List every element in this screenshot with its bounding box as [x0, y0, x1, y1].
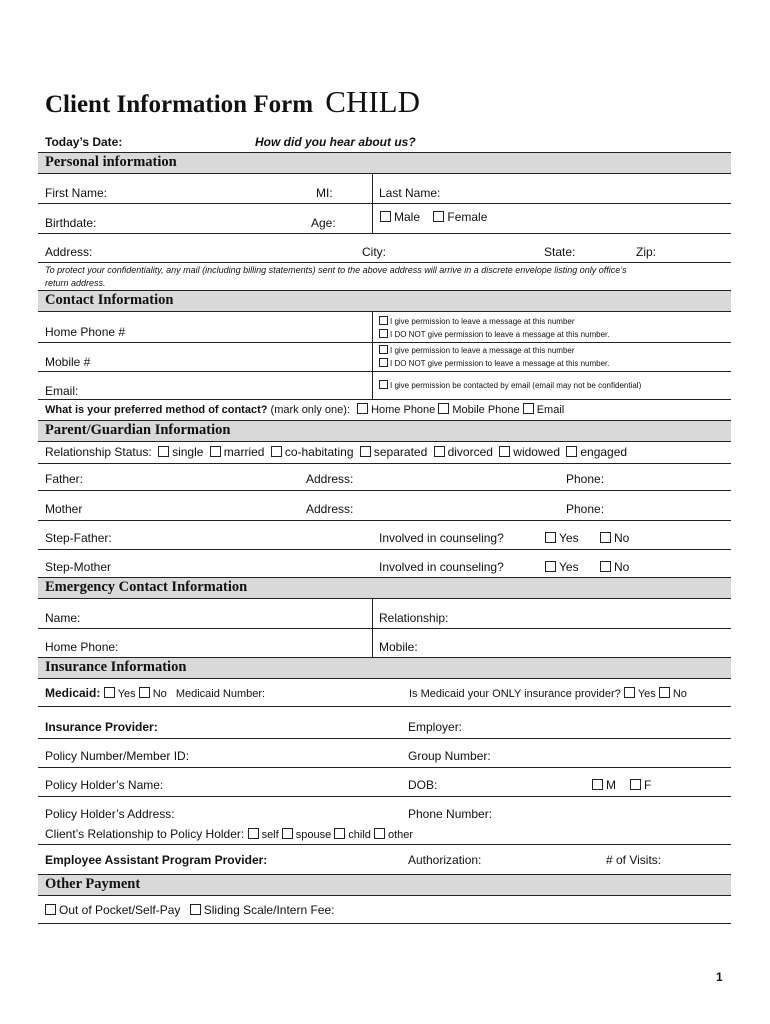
emergency-name-label: Name:	[45, 611, 81, 625]
page-number: 1	[716, 970, 723, 984]
status-married-checkbox[interactable]	[210, 446, 221, 457]
home-perm-not[interactable]: I DO NOT give permission to leave a message at this number.	[379, 329, 610, 339]
male-checkbox[interactable]	[380, 211, 391, 222]
status-engaged-label: engaged	[580, 445, 628, 459]
status-married-label: married	[223, 445, 265, 459]
divider	[38, 844, 731, 845]
employer-label: Employer:	[408, 720, 463, 734]
relationship-status-label: Relationship Status:	[45, 445, 152, 459]
father-label: Father:	[45, 472, 84, 486]
divider	[38, 520, 731, 521]
mi-label: MI:	[316, 186, 333, 200]
email-perm[interactable]: I give permission be contacted by email (email may not be confidential)	[379, 380, 641, 390]
section-contact: Contact Information	[38, 290, 731, 312]
title-child: CHILD	[325, 84, 420, 119]
home-phone-label: Home Phone #	[45, 325, 126, 339]
age-label: Age:	[311, 216, 336, 230]
form-title	[45, 84, 420, 120]
medicaid-only-row	[409, 687, 687, 700]
out-of-pocket-checkbox[interactable]	[45, 904, 56, 915]
divider	[38, 233, 731, 234]
out-of-pocket-label: Out of Pocket/Self-Pay	[59, 903, 181, 917]
only-no-label: No	[672, 688, 687, 700]
gender-options[interactable]	[380, 210, 487, 224]
female-checkbox[interactable]	[433, 211, 444, 222]
divider	[38, 549, 731, 550]
pref-email-label: Email	[536, 404, 565, 416]
divider	[38, 628, 731, 629]
todays-date-label: Today’s Date:	[45, 135, 123, 149]
home-perm-give[interactable]: I give permission to leave a message at this number	[379, 316, 575, 326]
divider	[372, 174, 373, 234]
male-label: Male	[394, 210, 421, 224]
medicaid-yes-label: Yes	[117, 688, 136, 700]
confidentiality-note-2: return address.	[45, 278, 106, 288]
group-number-label: Group Number:	[408, 749, 491, 763]
pref-home-checkbox[interactable]	[357, 403, 368, 414]
sliding-scale-label: Sliding Scale/Intern Fee:	[203, 903, 335, 917]
status-divorced-checkbox[interactable]	[434, 446, 445, 457]
rel-self-checkbox[interactable]	[248, 828, 259, 839]
phone-number-label: Phone Number:	[408, 807, 493, 821]
step-mother-no[interactable]: No	[600, 560, 629, 574]
section-parent: Parent/Guardian Information	[38, 420, 731, 442]
status-cohab-label: co-habitating	[284, 445, 354, 459]
divider	[38, 923, 731, 924]
step-mother-yes[interactable]: Yes	[545, 560, 579, 574]
step-father-no[interactable]: No	[600, 531, 629, 545]
father-phone-label: Phone:	[566, 472, 605, 486]
pref-mobile-checkbox[interactable]	[438, 403, 449, 414]
rel-other-label: other	[387, 829, 414, 841]
divider	[38, 706, 731, 707]
email-label: Email:	[45, 384, 79, 398]
step-father-counseling: Involved in counseling?	[379, 531, 504, 545]
divider	[38, 490, 731, 491]
status-cohab-checkbox[interactable]	[271, 446, 282, 457]
divider	[372, 312, 373, 400]
divider	[38, 262, 731, 263]
status-separated-label: separated	[373, 445, 428, 459]
medicaid-label: Medicaid:	[45, 686, 101, 700]
emergency-mobile-label: Mobile:	[379, 640, 418, 654]
divider	[38, 203, 731, 204]
pref-email-checkbox[interactable]	[523, 403, 534, 414]
hear-about-label: How did you hear about us?	[255, 135, 416, 149]
section-personal: Personal information	[38, 152, 731, 174]
divider	[38, 796, 731, 797]
step-mother-label: Step-Mother	[45, 560, 112, 574]
mother-phone-label: Phone:	[566, 502, 605, 516]
medicaid-number-label: Medicaid Number:	[175, 688, 266, 700]
step-mother-counseling: Involved in counseling?	[379, 560, 504, 574]
step-father-label: Step-Father:	[45, 531, 112, 545]
policy-number-label: Policy Number/Member ID:	[45, 749, 190, 763]
relationship-status	[45, 445, 627, 459]
medicaid-row	[45, 686, 265, 700]
only-yes-label: Yes	[637, 688, 656, 700]
pref-mobile-label: Mobile Phone	[452, 404, 520, 416]
rel-child-label: child	[348, 829, 371, 841]
status-widowed-label: widowed	[513, 445, 560, 459]
divider	[38, 738, 731, 739]
zip-label: Zip:	[636, 245, 657, 259]
divider	[38, 463, 731, 464]
status-single-label: single	[172, 445, 204, 459]
eap-label: Employee Assistant Program Provider:	[45, 853, 268, 867]
visits-label: # of Visits:	[606, 853, 662, 867]
section-insurance: Insurance Information	[38, 657, 731, 679]
mobile-perm-give[interactable]: I give permission to leave a message at this number	[379, 345, 575, 355]
holder-address-label: Policy Holder’s Address:	[45, 807, 175, 821]
first-name-label: First Name:	[45, 186, 108, 200]
city-label: City:	[362, 245, 386, 259]
rel-other-checkbox[interactable]	[374, 828, 385, 839]
mother-label: Mother	[45, 502, 83, 516]
status-separated-checkbox[interactable]	[360, 446, 371, 457]
divider	[38, 371, 731, 372]
insurance-provider-label: Insurance Provider:	[45, 720, 158, 734]
address-label: Address:	[45, 245, 93, 259]
preferred-note: (mark only one):	[270, 404, 351, 416]
preferred-question: What is your preferred method of contact?	[45, 404, 268, 416]
divider	[38, 342, 731, 343]
medicaid-no-checkbox[interactable]	[139, 687, 150, 698]
pref-home-label: Home Phone	[371, 404, 436, 416]
rel-spouse-checkbox[interactable]	[282, 828, 293, 839]
father-address-label: Address:	[306, 472, 354, 486]
medicaid-only-label: Is Medicaid your ONLY insurance provider?	[409, 688, 621, 700]
only-yes-checkbox[interactable]	[624, 687, 635, 698]
state-label: State:	[544, 245, 576, 259]
mobile-perm-not[interactable]: I DO NOT give permission to leave a message at this number.	[379, 358, 610, 368]
authorization-label: Authorization:	[408, 853, 482, 867]
dob-m-option[interactable]: M	[592, 778, 616, 792]
rel-self-label: self	[261, 829, 279, 841]
birthdate-label: Birthdate:	[45, 216, 97, 230]
holder-name-label: Policy Holder’s Name:	[45, 778, 164, 792]
title-main: Client Information Form	[45, 91, 314, 118]
section-other: Other Payment	[38, 874, 731, 896]
client-relationship-row	[45, 827, 413, 841]
emergency-home-phone-label: Home Phone:	[45, 640, 119, 654]
divider	[38, 767, 731, 768]
medicaid-no-label: No	[152, 688, 167, 700]
confidentiality-note: To protect your confidentiality, any mail (including billing statements) sent to the above address will arrive in a discrete envelope listing only office’s	[45, 265, 627, 275]
dob-f-option[interactable]: F	[630, 778, 651, 792]
rel-child-checkbox[interactable]	[334, 828, 345, 839]
step-father-yes[interactable]: Yes	[545, 531, 579, 545]
client-relationship-label: Client’s Relationship to Policy Holder:	[45, 827, 245, 841]
last-name-label: Last Name:	[379, 186, 441, 200]
dob-label: DOB:	[408, 778, 438, 792]
divider	[38, 399, 731, 400]
status-single-checkbox[interactable]	[158, 446, 169, 457]
preferred-contact	[45, 403, 564, 416]
mobile-label: Mobile #	[45, 355, 91, 369]
status-engaged-checkbox[interactable]	[566, 446, 577, 457]
status-widowed-checkbox[interactable]	[499, 446, 510, 457]
sliding-scale-checkbox[interactable]	[190, 904, 201, 915]
mother-address-label: Address:	[306, 502, 354, 516]
rel-spouse-label: spouse	[295, 829, 332, 841]
payment-options	[45, 903, 334, 917]
emergency-relationship-label: Relationship:	[379, 611, 449, 625]
only-no-checkbox[interactable]	[659, 687, 670, 698]
section-emergency: Emergency Contact Information	[38, 577, 731, 599]
female-label: Female	[447, 210, 488, 224]
status-divorced-label: divorced	[447, 445, 493, 459]
medicaid-yes-checkbox[interactable]	[104, 687, 115, 698]
